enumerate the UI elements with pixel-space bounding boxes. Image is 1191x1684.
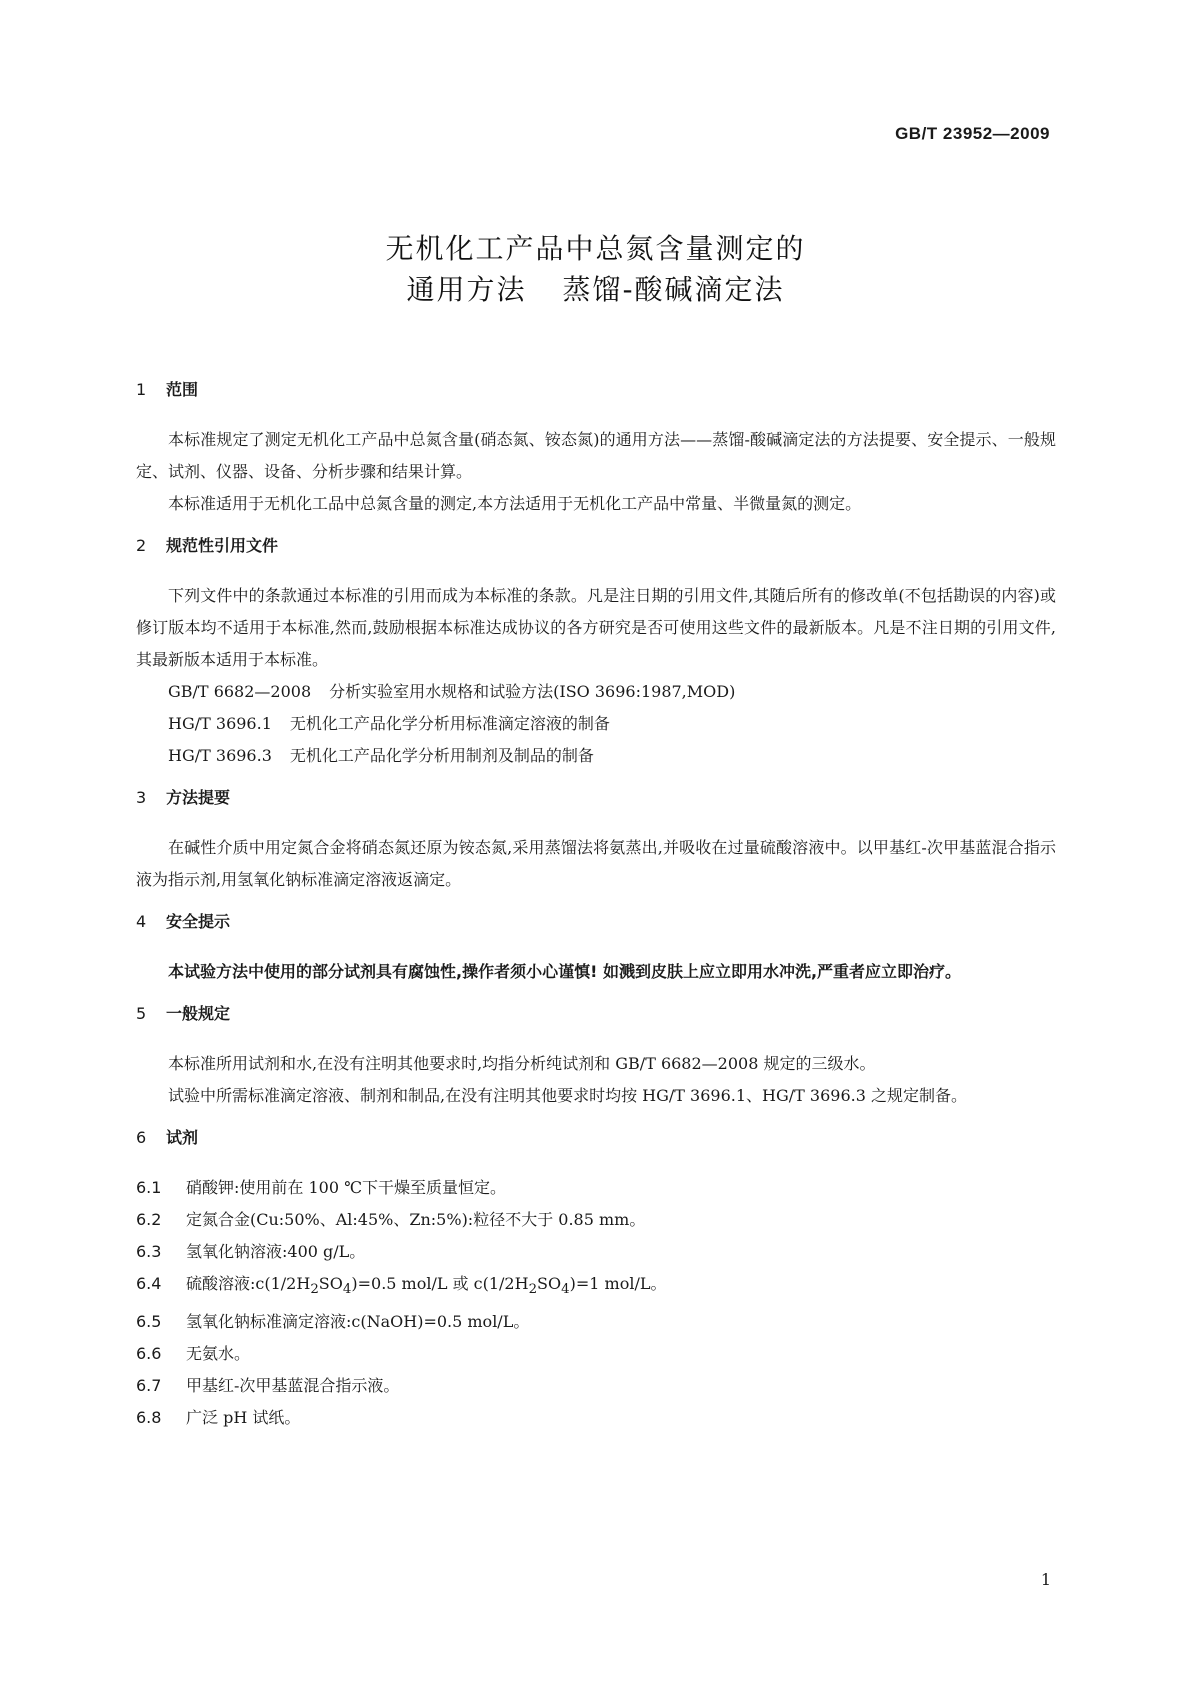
item-text: 广泛 pH 试纸。 — [186, 1408, 301, 1428]
item-number: 6.2 — [136, 1210, 162, 1229]
item-text: 硫酸溶液$:c(1/2H_2SO_4)=0.5$ mol/L 或 $c(1/2H_2SO_4)=1$ mol/L。 — [186, 1274, 667, 1298]
paragraph: 本标准适用于无机化工品中总氮含量的测定,本方法适用于无机化工产品中常量、半微量氮的测定。 — [168, 494, 862, 513]
section-reagents — [136, 1126, 1056, 1434]
reagent-item — [136, 1306, 1056, 1338]
reference-item — [136, 708, 1056, 740]
standard-code: GB/T 23952—2009 — [895, 124, 1050, 143]
section-normative-references — [136, 534, 1056, 772]
title-line-2-part-a: 通用方法 — [406, 273, 527, 306]
paragraph: 试验中所需标准滴定溶液、制剂和制品,在没有注明其他要求时均按 HG/T 3696.1、HG/T 3696.3 之规定制备。 — [168, 1086, 967, 1105]
section-general-provisions — [136, 1002, 1056, 1112]
paragraph: 本标准所用试剂和水,在没有注明其他要求时,均指分析纯试剂和 GB/T 6682—2008 规定的三级水。 — [168, 1054, 876, 1073]
paragraph: 在碱性介质中用定氮合金将硝态氮还原为铵态氮,采用蒸馏法将氨蒸出,并吸收在过量硫酸溶液中。以甲基红-次甲基蓝混合指示液为指示剂,用氢氧化钠标准滴定溶液返滴定。 — [136, 838, 1056, 889]
item-number: 6.1 — [136, 1178, 162, 1197]
section-heading — [136, 910, 1056, 934]
section-number: 6 — [136, 1128, 147, 1147]
reagent-item — [136, 1236, 1056, 1268]
section-number: 2 — [136, 536, 147, 555]
document-body — [136, 378, 1056, 1434]
section-number: 1 — [136, 380, 147, 399]
paragraph: 本标准规定了测定无机化工产品中总氮含量(硝态氮、铵态氮)的通用方法——蒸馏-酸碱滴定法的方法提要、安全提示、一般规定、试剂、仪器、设备、分析步骤和结果计算。 — [136, 430, 1056, 481]
section-heading — [136, 1126, 1056, 1150]
section-method-principle — [136, 786, 1056, 896]
page-number: 1 — [1040, 1570, 1051, 1589]
safety-warning: 本试验方法中使用的部分试剂具有腐蚀性,操作者须小心谨慎! 如溅到皮肤上应立即用水冲洗,严重者应立即治疗。 — [168, 962, 962, 981]
title-line-2-part-b: 蒸馏-酸碱滴定法 — [562, 273, 785, 306]
item-number: 6.4 — [136, 1274, 162, 1293]
section-scope — [136, 378, 1056, 520]
document-title — [0, 228, 1191, 310]
section-title: 范围 — [166, 380, 199, 399]
title-line-1: 无机化工产品中总氮含量测定的 — [385, 232, 806, 265]
section-number: 5 — [136, 1004, 147, 1023]
item-text: 氢氧化钠溶液:400 g/L。 — [186, 1242, 366, 1261]
section-heading — [136, 1002, 1056, 1026]
paragraph: 下列文件中的条款通过本标准的引用而成为本标准的条款。凡是注日期的引用文件,其随后所有的修改单(不包括勘误的内容)或修订版本均不适用于本标准,然而,鼓励根据本标准达成协议的各方研究是否可使用这些文件的最新版本。凡是不注日期的引用文件,其最新版本适用于本标准。 — [136, 586, 1056, 669]
section-title: 试剂 — [166, 1128, 199, 1147]
reference-title: 无机化工产品化学分析用标准滴定溶液的制备 — [289, 714, 610, 733]
reagent-item — [136, 1172, 1056, 1204]
reagent-item — [136, 1268, 1056, 1306]
reagent-item — [136, 1204, 1056, 1236]
section-safety — [136, 910, 1056, 988]
reagent-item — [136, 1370, 1056, 1402]
item-number: 6.3 — [136, 1242, 162, 1261]
reference-code: GB/T 6682—2008 — [168, 682, 312, 701]
title-line-2 — [0, 269, 1191, 310]
reference-title: 分析实验室用水规格和试验方法(ISO 3696:1987,MOD) — [329, 682, 736, 701]
item-text: 氢氧化钠标准滴定溶液:c(NaOH)=0.5 mol/L。 — [186, 1312, 530, 1332]
item-text: 硝酸钾:使用前在 100 ℃下干燥至质量恒定。 — [186, 1178, 507, 1197]
section-heading — [136, 786, 1056, 810]
reference-code: HG/T 3696.3 — [168, 746, 272, 765]
section-heading — [136, 534, 1056, 558]
item-text: 定氮合金(Cu:50%、Al:45%、Zn:5%):粒径不大于 0.85 mm。 — [186, 1210, 646, 1229]
section-number: 3 — [136, 788, 147, 807]
item-number: 6.8 — [136, 1408, 162, 1428]
item-number: 6.5 — [136, 1312, 162, 1332]
section-number: 4 — [136, 912, 147, 931]
reagent-item — [136, 1338, 1056, 1370]
item-number: 6.6 — [136, 1344, 162, 1364]
reagent-item — [136, 1402, 1056, 1434]
section-title: 一般规定 — [166, 1004, 231, 1023]
reference-item — [136, 740, 1056, 772]
item-text: 甲基红-次甲基蓝混合指示液。 — [186, 1376, 400, 1396]
item-number: 6.7 — [136, 1376, 162, 1396]
section-heading — [136, 378, 1056, 402]
section-title: 规范性引用文件 — [166, 536, 279, 555]
reference-title: 无机化工产品化学分析用制剂及制品的制备 — [289, 746, 594, 765]
section-title: 方法提要 — [166, 788, 231, 807]
reference-code: HG/T 3696.1 — [168, 714, 272, 733]
item-text: 无氨水。 — [186, 1344, 251, 1364]
section-title: 安全提示 — [166, 912, 231, 931]
reference-item — [136, 676, 1056, 708]
